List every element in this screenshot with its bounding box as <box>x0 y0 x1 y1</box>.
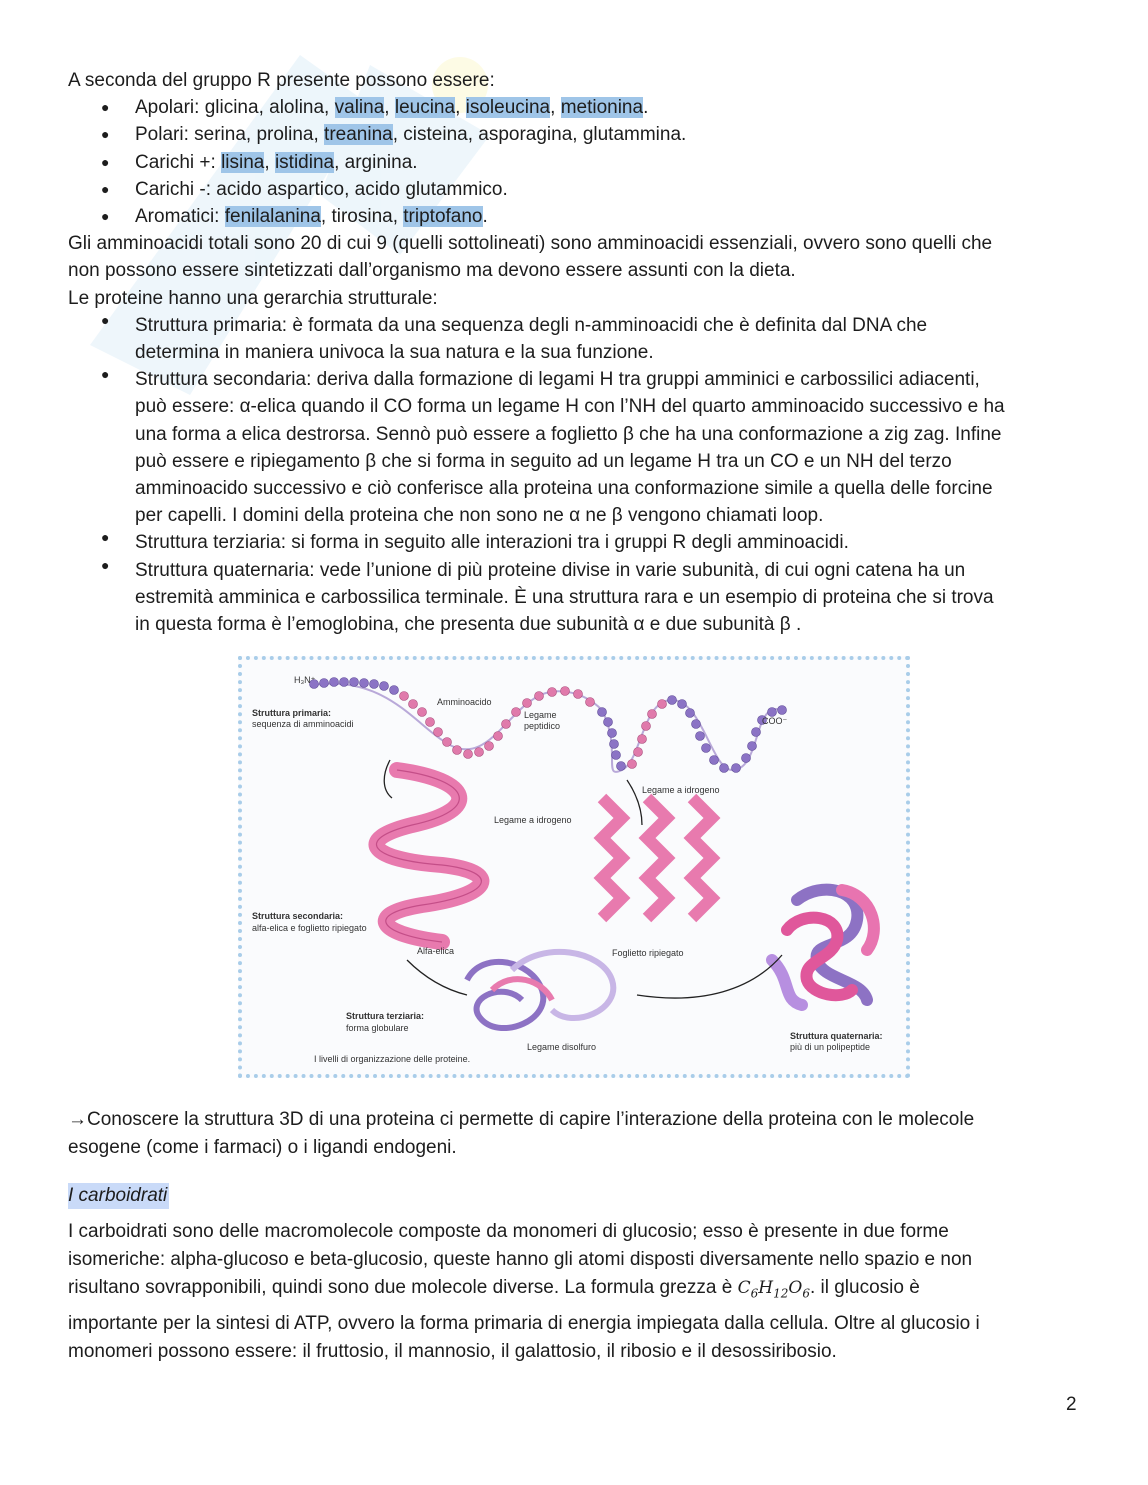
peptide-bond-label: Legame <box>524 710 557 720</box>
list-item <box>68 557 1083 639</box>
figure-caption: I livelli di organizzazione delle proteine. <box>314 1054 471 1064</box>
list-item: ● Polari: serina, prolina, treanina, cisteina, asporagina, glutammina. <box>68 121 1083 148</box>
list-item <box>68 366 1083 529</box>
list-line: per capelli. I domini della proteina che non sono ne α ne β vengono chiamati loop. <box>135 505 824 527</box>
secondary-structure-title: Struttura secondaria: <box>252 911 344 921</box>
list-item: ● Carichi +: lisina, istidina, arginina. <box>68 149 1083 176</box>
alpha-helix-shape <box>376 770 481 942</box>
list-item: ● Apolari: glicina, alolina, valina, leucina, isoleucina, metionina. <box>68 94 1083 121</box>
list-line: può essere: α-elica quando il CO forma un legame H con l’NH del quarto amminoacido successivo e ha <box>135 396 1005 418</box>
paragraph-line: importante per la sintesi di ATP, ovvero la forma primaria di energia impiegata dalla cellula. Oltre al glucosio i <box>68 1313 980 1334</box>
primary-structure-title: Struttura primaria: <box>252 708 332 718</box>
n-terminus-label: H₃N⁺ <box>294 675 316 685</box>
hierarchy-intro: Le proteine hanno una gerarchia strutturale: <box>68 287 438 309</box>
quaternary-cluster <box>772 890 874 1005</box>
tertiary-structure-title: Struttura terziaria: <box>346 1011 425 1021</box>
list-line: ● Struttura secondaria: deriva dalla formazione di legami H tra gruppi amminici e carbossilici adiacenti, <box>135 369 980 391</box>
list-item <box>68 529 1083 556</box>
paragraph-line: I carboidrati sono delle macromolecole composte da monomeri di glucosio; esso è presente in due forme <box>68 1221 949 1242</box>
list-item <box>68 312 1083 366</box>
tertiary-globule <box>467 952 613 1028</box>
list-line: ● Struttura primaria: è formata da una sequenza degli n-amminoacidi che è definita dal DNA che <box>135 314 928 336</box>
list-line: in questa forma è l’emoglobina, che presenta due subunità α e due subunità β . <box>135 614 802 636</box>
list-item: ● Aromatici: fenilalanina, tirosina, triptofano. <box>68 203 1083 230</box>
list-line: determina in maniera univoca la sua natura e la sua funzione. <box>135 342 654 364</box>
arrows <box>384 760 782 998</box>
section-heading: I carboidrati <box>68 1183 169 1209</box>
list-item: ● Carichi -: acido aspartico, acido glutammico. <box>68 176 1083 203</box>
page-number: 2 <box>1066 1394 1077 1415</box>
intro-line: A seconda del gruppo R presente possono essere: <box>68 70 495 91</box>
hydrogen-bond-label: Legame a idrogeno <box>642 785 720 795</box>
paragraph-line: esogene (come i farmaci) o i ligandi endogeni. <box>68 1137 457 1158</box>
paragraph-line: →Conoscere la struttura 3D di una proteina ci permette di capire l’interazione della proteina con le molecole <box>68 1109 975 1130</box>
paragraph-line: isomeriche: alpha-glucoso e beta-glucosio, queste hanno gli atomi disposti diversamente nello spazio e non <box>68 1249 973 1270</box>
peptide-bond-label: peptidico <box>524 721 561 731</box>
protein-structure-figure <box>238 656 910 1078</box>
r-group-list <box>68 94 1083 230</box>
hydrogen-bond-label: Legame a idrogeno <box>494 815 572 825</box>
tertiary-structure-sub: forma globulare <box>346 1023 409 1033</box>
protein-diagram <box>242 660 906 1074</box>
carbohydrate-paragraph <box>68 1218 1083 1366</box>
quaternary-structure-title: Struttura quaternaria: <box>790 1031 883 1041</box>
list-line: può essere e ripiegamento β che si forma in seguito ad un legame H tra un CO e un NH del terzo <box>135 450 952 472</box>
note-paragraph <box>68 1106 1083 1162</box>
amino-acid-label: Amminoacido <box>437 697 492 707</box>
glucose-formula: $C_6H_{12}O_6$ <box>737 1278 810 1301</box>
paragraph-line: non possono essere sintetizzati dall’organismo ma devono essere assunti con la dieta. <box>68 260 796 282</box>
paragraph-line: monomeri possono essere: il fruttosio, il mannosio, il galattosio, il ribosio e il desossiribosio. <box>68 1341 837 1362</box>
list-line: ● Struttura quaternaria: vede l’unione di più proteine divise in varie subunità, di cui ogni catena ha un <box>135 559 966 581</box>
list-line: una forma a elica destrorsa. Sennò può essere a foglietto β che ha una conformazione a zig zag. Infine <box>135 423 1002 445</box>
c-terminus-label: COO⁻ <box>762 716 788 726</box>
primary-structure-sub: sequenza di amminoacidi <box>252 719 354 729</box>
aminoacid-section <box>68 67 1083 638</box>
beta-sheet-label: Foglietto ripiegato <box>612 948 684 958</box>
list-line: ● Struttura terziaria: si forma in seguito alle interazioni tra i gruppi R degli amminoacidi. <box>135 532 849 554</box>
alpha-helix-label: Alfa-elica <box>417 946 455 956</box>
disulfide-bond-label: Legame disolfuro <box>527 1042 597 1052</box>
paragraph-line: Gli amminoacidi totali sono 20 di cui 9 (quelli sottolineati) sono amminoacidi essenziali, ovvero sono quelli che <box>68 233 993 255</box>
list-line: amminoacido successivo e ciò conferisce alla proteina una conformazione simile a quella delle forcine <box>135 478 993 500</box>
structure-list <box>68 312 1083 638</box>
secondary-structure-sub: alfa-elica e foglietto ripiegato <box>252 923 367 933</box>
paragraph-line: risultano sovrapponibili, quindi sono due molecole diverse. La formula grezza è $C_6H_{12}O_6$. il glucosio è <box>68 1277 920 1301</box>
quaternary-structure-sub: più di un polipeptide <box>790 1042 871 1052</box>
beta-sheet-shape <box>602 798 712 918</box>
list-line: estremità amminica e carbossilica terminale. È una struttura rara e un esempio di proteina che si trova <box>135 586 994 608</box>
